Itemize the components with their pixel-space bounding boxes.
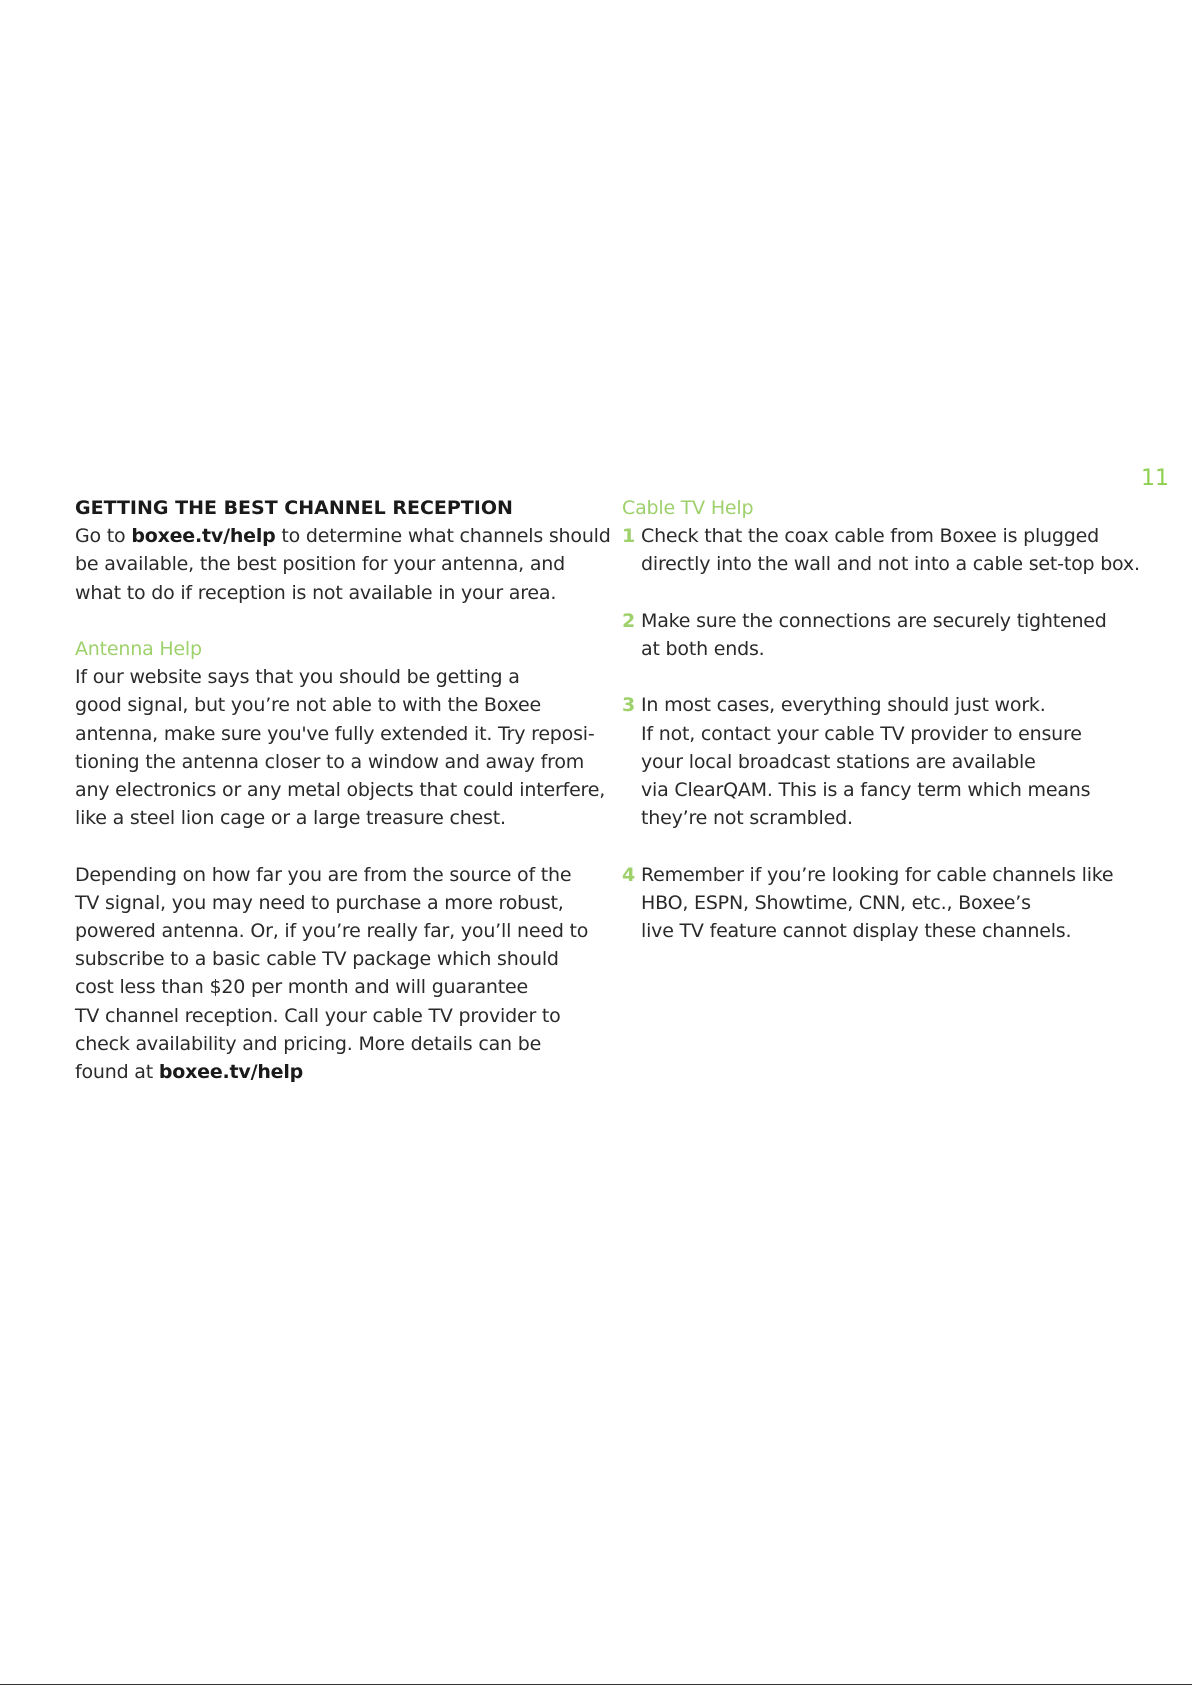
antenna-help-heading: Antenna Help <box>75 638 202 660</box>
item-line: they’re not scrambled. <box>641 807 853 830</box>
item-line: Check that the coax cable from Boxee is plugged <box>641 525 1099 548</box>
right-column <box>622 494 1182 945</box>
help-link[interactable]: boxee.tv/help <box>158 1061 304 1084</box>
antenna-line: like a steel lion cage or a large treasure chest. <box>75 807 506 830</box>
item-number: 2 <box>622 609 636 632</box>
left-column <box>75 494 611 1086</box>
depending-line: subscribe to a basic cable TV package which should <box>75 948 559 971</box>
item-line: Make sure the connections are securely tightened <box>641 609 1107 632</box>
item-line: via ClearQAM. This is a fancy term which means <box>641 779 1091 801</box>
item-line: If not, contact your cable TV provider to ensure <box>641 722 1082 745</box>
intro-line-3: what to do if reception is not available in your area. <box>75 581 557 604</box>
antenna-line: If our website says that you should be getting a <box>75 666 520 689</box>
page-number: 11 <box>1141 466 1169 491</box>
final-text: found at <box>75 1061 159 1084</box>
antenna-line: tioning the antenna closer to a window and away from <box>75 750 585 773</box>
intro-text: to determine what channels should <box>275 525 611 548</box>
depending-line: powered antenna. Or, if you’re really far, you’ll need to <box>75 920 589 943</box>
list-item <box>622 607 1182 663</box>
item-number: 3 <box>622 694 636 717</box>
depending-line: Depending on how far you are from the source of the <box>75 863 572 886</box>
antenna-line: any electronics or any metal objects that could interfere, <box>75 779 606 802</box>
list-item <box>622 522 1182 578</box>
item-number: 4 <box>622 863 636 886</box>
antenna-line: antenna, make sure you've fully extended it. Try reposi- <box>75 722 595 745</box>
item-line: your local broadcast stations are available <box>641 750 1036 773</box>
item-line: live TV feature cannot display these channels. <box>641 920 1072 942</box>
depending-line: TV signal, you may need to purchase a more robust, <box>75 891 564 914</box>
item-line: directly into the wall and not into a cable set-top box. <box>641 553 1140 576</box>
antenna-line: good signal, but you’re not able to with the Boxee <box>75 694 542 717</box>
item-line: Remember if you’re looking for cable channels like <box>641 863 1114 886</box>
help-link[interactable]: boxee.tv/help <box>131 525 276 548</box>
cable-tv-help-heading: Cable TV Help <box>622 497 754 519</box>
section-heading: GETTING THE BEST CHANNEL RECEPTION <box>75 497 513 519</box>
list-item <box>622 691 1182 832</box>
item-number: 1 <box>622 525 636 548</box>
intro-line-1 <box>75 522 611 550</box>
intro-line-2: be available, the best position for your antenna, and <box>75 553 565 576</box>
depending-line: cost less than $20 per month and will guarantee <box>75 976 528 999</box>
list-item <box>622 861 1182 946</box>
item-line: In most cases, everything should just work. <box>641 694 1046 717</box>
item-line: at both ends. <box>641 638 765 660</box>
item-line: HBO, ESPN, Showtime, CNN, etc., Boxee’s <box>641 891 1031 914</box>
final-line <box>75 1058 605 1086</box>
depending-line: check availability and pricing. More details can be <box>75 1032 542 1055</box>
depending-line: TV channel reception. Call your cable TV provider to <box>75 1004 561 1027</box>
intro-text: Go to <box>75 525 132 548</box>
